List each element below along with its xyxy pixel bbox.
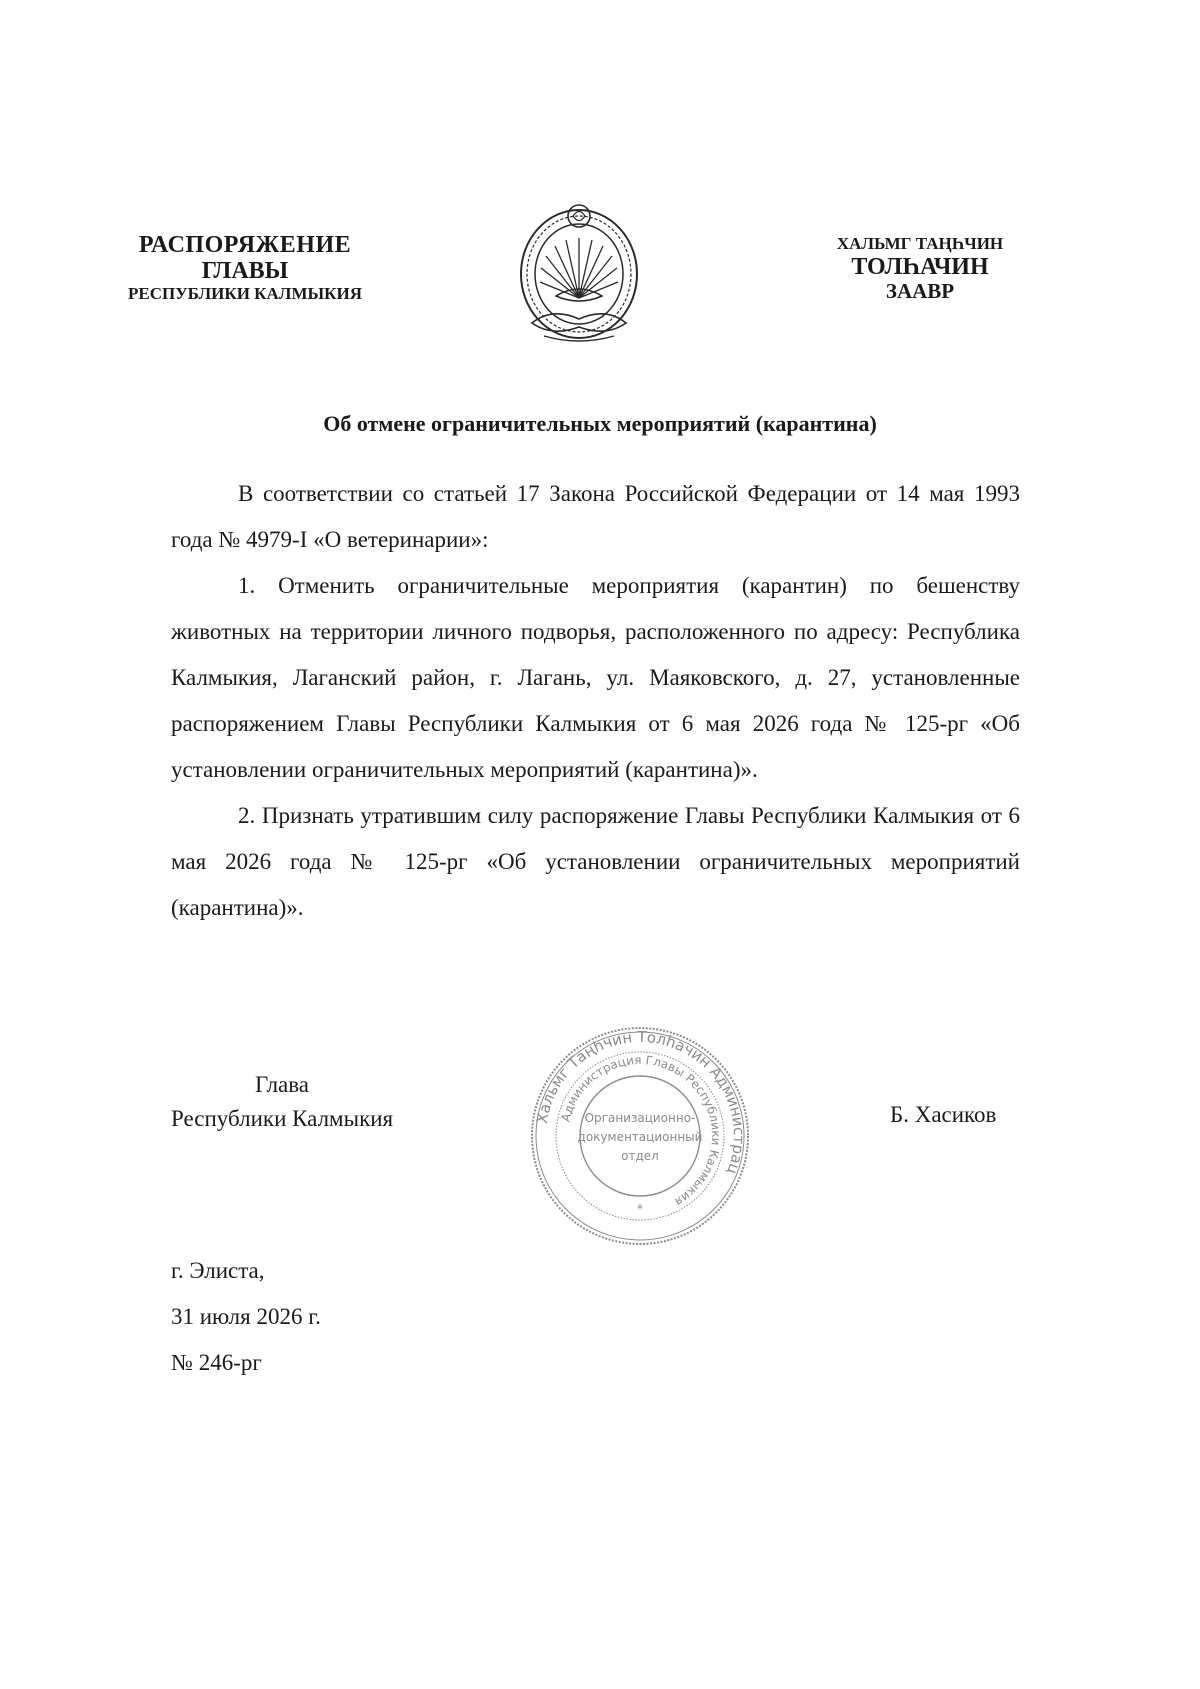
header-right bbox=[805, 235, 1035, 303]
stamp-outer-text: Хальмг Таңһчин Толһачин Администрац bbox=[532, 1027, 749, 1177]
signature-role-line2: Республики Калмыкия bbox=[171, 1106, 394, 1131]
footer-place: г. Элиста, bbox=[171, 1258, 265, 1283]
header-right-line2: ТОЛҺАЧИН bbox=[851, 253, 989, 280]
signatory-name: Б. Хасиков bbox=[890, 1102, 997, 1127]
document-body bbox=[171, 471, 1020, 931]
header-left-line1: РАСПОРЯЖЕНИЕ bbox=[138, 232, 352, 258]
header-left-line2: ГЛАВЫ bbox=[201, 257, 289, 284]
header-right-line3: ЗААВР bbox=[885, 279, 955, 304]
document-title: Об отмене ограничительных мероприятий (карантина) bbox=[323, 411, 877, 436]
signature-role bbox=[171, 1068, 393, 1136]
stamp-star-icon: * bbox=[637, 1202, 643, 1216]
stamp-center-line2: документационный bbox=[577, 1130, 703, 1144]
item-paragraph-1: 1. Отменить ограничительные мероприятия (карантин) по бешенству животных на территории личного подворья, расположенного по адресу: Республика Калмыкия, Лаганский район, г. Лагань, ул. Маяковского, д. 27, установленные распоряжением Главы Республики Калмыкия от 6 мая 2026 года № 125-рг «Об установлении ограничительных мероприятий (карантина)». bbox=[171, 573, 1020, 782]
header-left-line3: РЕСПУБЛИКИ КАЛМЫКИЯ bbox=[127, 283, 363, 303]
signature-role-line1: Глава bbox=[255, 1072, 310, 1097]
kalmykia-coat-of-arms-icon bbox=[514, 198, 644, 350]
stamp-inner-text: Администрация Главы Республики Калмыкия bbox=[558, 1052, 724, 1209]
header-left bbox=[100, 233, 390, 303]
preamble-paragraph: В соответствии со статьей 17 Закона Российской Федерации от 14 мая 1993 года № 4979-I «О ветеринарии»: bbox=[171, 481, 1020, 552]
header-right-line1: ХАЛЬМГ ТАҢҺЧИН bbox=[836, 234, 1004, 253]
stamp-center-line3: отдел bbox=[621, 1149, 659, 1163]
item-paragraph-2: 2. Признать утратившим силу распоряжение Главы Республики Калмыкия от 6 мая 2026 года № 125-рг «Об установлении ограничительных мероприятий (карантина)». bbox=[171, 803, 1020, 920]
stamp-center-line1: Организационно- bbox=[584, 1111, 696, 1125]
footer-date: 31 июля 2026 г. bbox=[171, 1304, 321, 1329]
organizational-stamp bbox=[527, 1023, 753, 1249]
document-footer bbox=[171, 1248, 321, 1386]
footer-number: № 246-рг bbox=[171, 1350, 262, 1375]
